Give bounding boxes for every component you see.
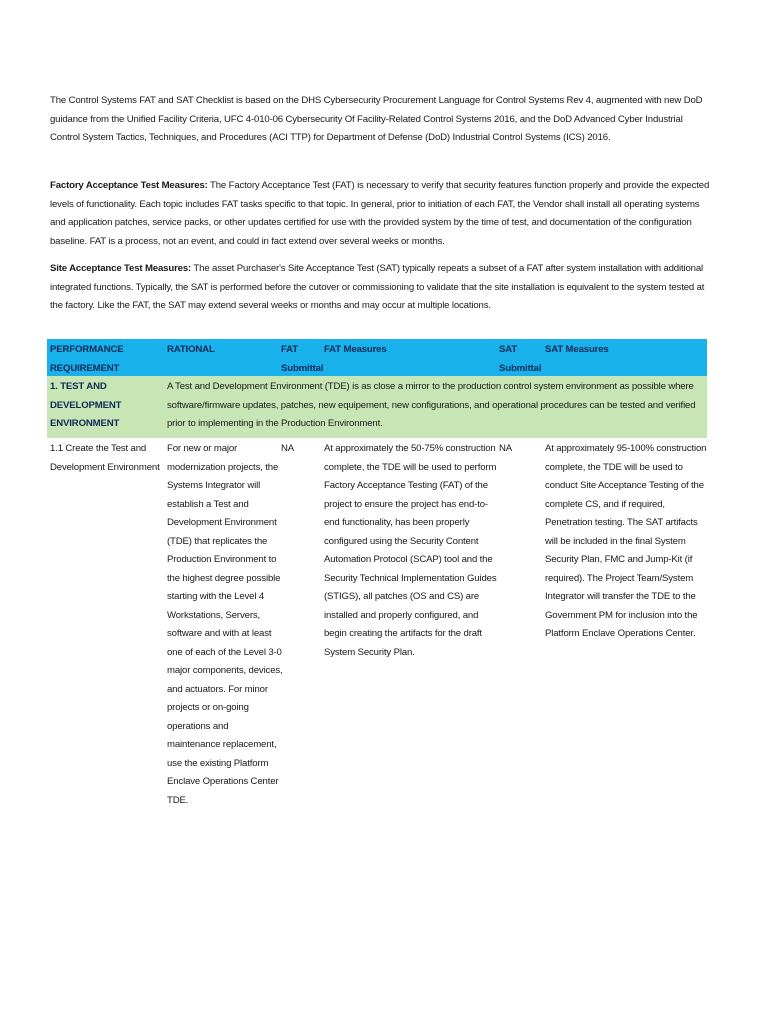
sat-measures-paragraph — [50, 260, 714, 316]
header-fat-measures: FAT Measures — [324, 344, 387, 355]
intro-text: The Control Systems FAT and SAT Checklist is based on the DHS Cybersecurity Procurement Language for Control Systems Rev 4, augmented with new DoD guidance from the Unified Facility Criteria, UFC 4-010-06 Cybersecurity Of Facility-Related Control Systems 2016, and the DoD Advanced Cyber Industrial Control System Tactics, Techniques, and Procedures (ACI TTP) for Department of Defense (DoD) Industrial Control Systems (ICS) 2016. — [50, 95, 703, 143]
fat-measures-heading: Factory Acceptance Test Measures: — [50, 180, 208, 191]
fat-measures-text: The Factory Acceptance Test (FAT) is necessary to verify that security features function properly and provide the expected levels of functionality. Each topic includes FAT tasks specific to that topic. In general, prior to initiation of each FAT, the Vendor shall install all operating systems and application patches, service packs, or other updates certified for use with the provided system by the time of test, and documentation of the configuration baseline. FAT is a process, not an event, and could in fact extend over several weeks or months. — [50, 180, 710, 247]
cell-sat-measures: At approximately 95-100% construction complete, the TDE will be used to conduct Site Acceptance Testing of the complete CS, and if required, Penetration testing. The SAT artifacts will be included in the final System Security Plan, FMC and Jump-Kit (if required). The Project Team/System Integrator will transfer the TDE to the Government PM for inclusion into the Platform Enclave Operations Center. — [545, 443, 707, 639]
header-sat-submittal: SAT Submittal — [499, 344, 542, 374]
sat-measures-heading: Site Acceptance Test Measures: — [50, 263, 192, 274]
cell-fat-measures: At approximately the 50-75% construction complete, the TDE will be used to perform Factory Acceptance Testing (FAT) of the project to ensure the project has end-to-end functionality, has been properly configured using the Security Content Automation Protocol (SCAP) tool and the Security Technical Implementation Guides (STIGS), all patches (OS and CS) are installed and properly configured, and begin creating the artifacts for the draft System Security Plan. — [324, 443, 497, 658]
header-rational: RATIONAL — [167, 344, 215, 355]
section-title: 1. TEST AND DEVELOPMENT ENVIRONMENT — [50, 381, 122, 429]
header-performance-requirement: PERFORMANCE REQUIREMENT — [50, 344, 124, 374]
cell-requirement: 1.1 Create the Test and Development Environment — [50, 443, 160, 473]
section-description: A Test and Development Environment (TDE) is as close a mirror to the production control system environment as possible where software/firmware updates, patches, new equipement, new configurations, and operational procedures can be tested and verified prior to implementing in the Production Environment. — [167, 381, 696, 429]
cell-rational: For new or major modernization projects, the Systems Integrator will establish a Test and Development Environment (TDE) that replicates the Production Environment to the highest degree possible starting with the Level 4 Workstations, Servers, software and with at least one of each of the Level 3-0 major components, devices, and actuators. For minor projects or on-going operations and maintenance replacement, use the existing Platform Enclave Operations Center TDE. — [167, 443, 283, 806]
fat-measures-paragraph — [50, 177, 714, 251]
cell-fat-submittal: NA — [281, 443, 295, 454]
cell-sat-submittal: NA — [499, 443, 513, 454]
table-header-row — [47, 339, 707, 376]
sat-measures-text: The asset Purchaser's Site Acceptance Test (SAT) typically repeats a subset of a FAT after system installation with additional integrated functions. Typically, the SAT is performed before the cutover or commissioning to validate that the site installation is equivalent to the system tested at the factory. Like the FAT, the SAT may extend several weeks or months and may occur at multiple locations. — [50, 263, 705, 311]
table-row — [47, 438, 707, 806]
table-section-row — [47, 376, 707, 438]
header-sat-measures: SAT Measures — [545, 344, 609, 355]
intro-paragraph — [50, 92, 714, 148]
checklist-table — [47, 339, 707, 806]
header-fat-submittal: FAT Submittal — [281, 344, 324, 374]
